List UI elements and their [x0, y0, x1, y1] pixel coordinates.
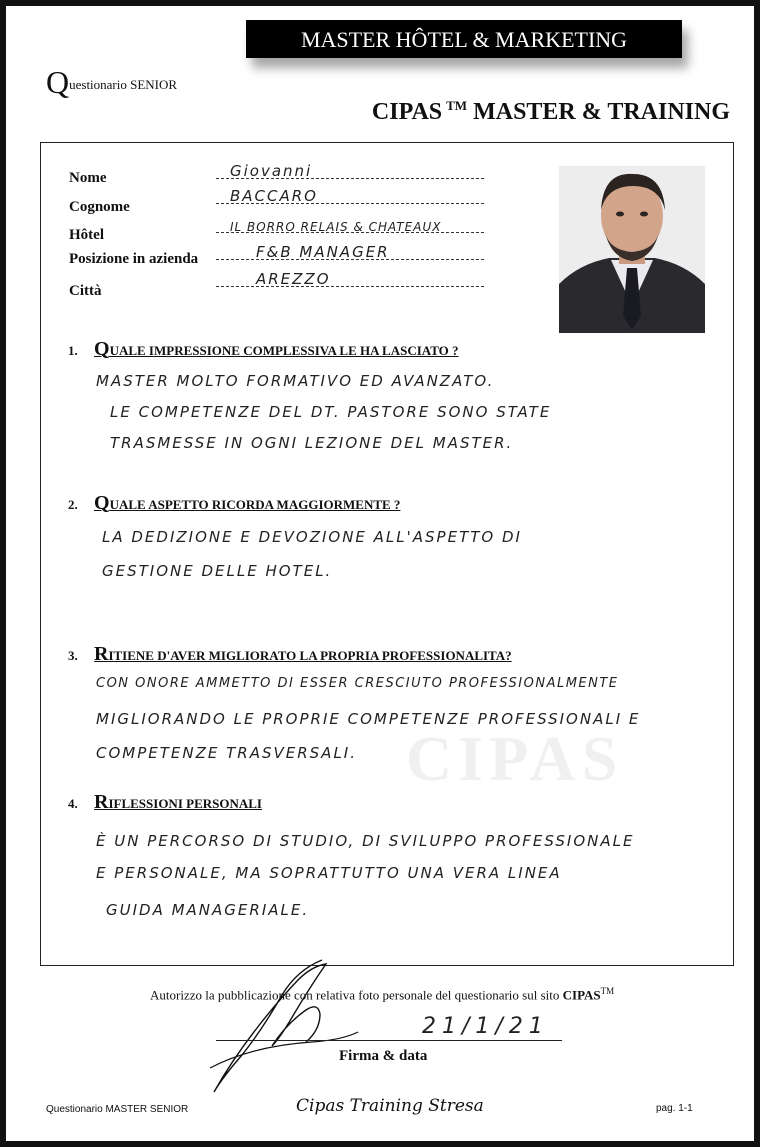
question-2-title: UALE ASPETTO RICORDA MAGGIORMENTE ?	[109, 497, 401, 512]
question-3-title: ITIENE D'AVER MIGLIORATO LA PROPRIA PROFESSIONALITA?	[108, 648, 512, 663]
questionnaire-rest: uestionario SENIOR	[69, 77, 178, 92]
questionnaire-initial: Q	[46, 64, 70, 100]
question-2-number: 2.	[68, 497, 78, 512]
answer-1-line-1: MASTER MOLTO FORMATIVO ED AVANZATO.	[96, 372, 495, 390]
consent-tm: TM	[600, 986, 615, 996]
brand-heading	[372, 98, 730, 126]
answer-3-line-1: CON ONORE AMMETTO DI ESSER CRESCIUTO PROFESSIONALMENTE	[96, 676, 619, 691]
question-4-number: 4.	[68, 796, 78, 811]
answer-3-line-2: MIGLIORANDO LE PROPRIE COMPETENZE PROFESSIONALI E	[96, 710, 641, 728]
questionnaire-type	[46, 64, 177, 101]
field-city	[216, 270, 484, 287]
answer-2-line-2: GESTIONE DELLE HOTEL.	[102, 562, 333, 580]
question-1	[68, 338, 459, 361]
header-banner: MASTER HÔTEL & MARKETING	[246, 20, 682, 58]
field-name	[216, 162, 484, 179]
question-2	[68, 492, 400, 515]
label-surname: Cognome	[69, 199, 130, 215]
brand-tagline: MASTER & TRAINING	[473, 99, 730, 125]
answer-1-line-3: TRASMESSE IN OGNI LEZIONE DEL MASTER.	[110, 434, 514, 452]
value-position: F&B MANAGER	[256, 243, 390, 261]
answer-3-line-3: COMPETENZE TRASVERSALI.	[96, 744, 357, 762]
label-position: Posizione in azienda	[69, 251, 199, 267]
portrait-photo	[559, 166, 705, 333]
footer-left: Questionario MASTER SENIOR	[46, 1104, 189, 1115]
question-1-title: UALE IMPRESSIONE COMPLESSIVA LE HA LASCIATO ?	[109, 343, 459, 358]
questionnaire-page	[6, 6, 754, 1141]
consent-body: Autorizzo la pubblicazione con relativa foto personale del questionario sul sito	[150, 987, 563, 1003]
value-hotel: IL BORRO RELAIS & CHATEAUX	[230, 220, 442, 234]
field-position	[216, 243, 484, 260]
question-3	[68, 643, 512, 666]
handwritten-signature	[202, 950, 362, 1100]
cipas-watermark: CIPAS	[406, 723, 624, 794]
value-surname: BACCARO	[230, 187, 318, 205]
answer-4-line-1: È UN PERCORSO DI STUDIO, DI SVILUPPO PROFESSIONALE	[96, 832, 635, 850]
answer-2-line-1: LA DEDIZIONE E DEVOZIONE ALL'ASPETTO DI	[102, 528, 522, 546]
value-city: AREZZO	[256, 270, 331, 288]
signature-label: Firma & data	[339, 1048, 428, 1064]
brand-name: CIPAS	[371, 99, 443, 125]
question-4-initial: R	[94, 791, 109, 813]
question-3-initial: R	[94, 643, 109, 665]
question-4-title: IFLESSIONI PERSONALI	[108, 796, 262, 811]
answer-4-line-2: E PERSONALE, MA SOPRATTUTTO UNA VERA LINEA	[96, 864, 562, 882]
label-hotel: Hôtel	[69, 227, 104, 243]
consent-brand: CIPAS	[562, 987, 601, 1003]
label-name: Nome	[69, 170, 107, 186]
answer-4-line-3: GUIDA MANAGERIALE.	[106, 901, 310, 919]
label-city: Città	[69, 283, 102, 299]
brand-tm: TM	[446, 98, 468, 113]
footer-page: pag. 1-1	[656, 1103, 693, 1114]
question-1-number: 1.	[68, 343, 78, 358]
question-2-initial: Q	[94, 492, 110, 514]
field-hotel	[216, 216, 484, 233]
signature-line	[216, 1040, 562, 1041]
signature-date: 21/1/21	[422, 1014, 549, 1039]
question-4	[68, 791, 262, 814]
field-surname	[216, 187, 484, 204]
question-1-initial: Q	[94, 338, 110, 360]
footer-center: Cipas Training Stresa	[296, 1096, 484, 1116]
answer-1-line-2: LE COMPETENZE DEL DT. PASTORE SONO STATE	[110, 403, 552, 421]
value-name: Giovanni	[230, 162, 313, 180]
question-3-number: 3.	[68, 648, 78, 663]
